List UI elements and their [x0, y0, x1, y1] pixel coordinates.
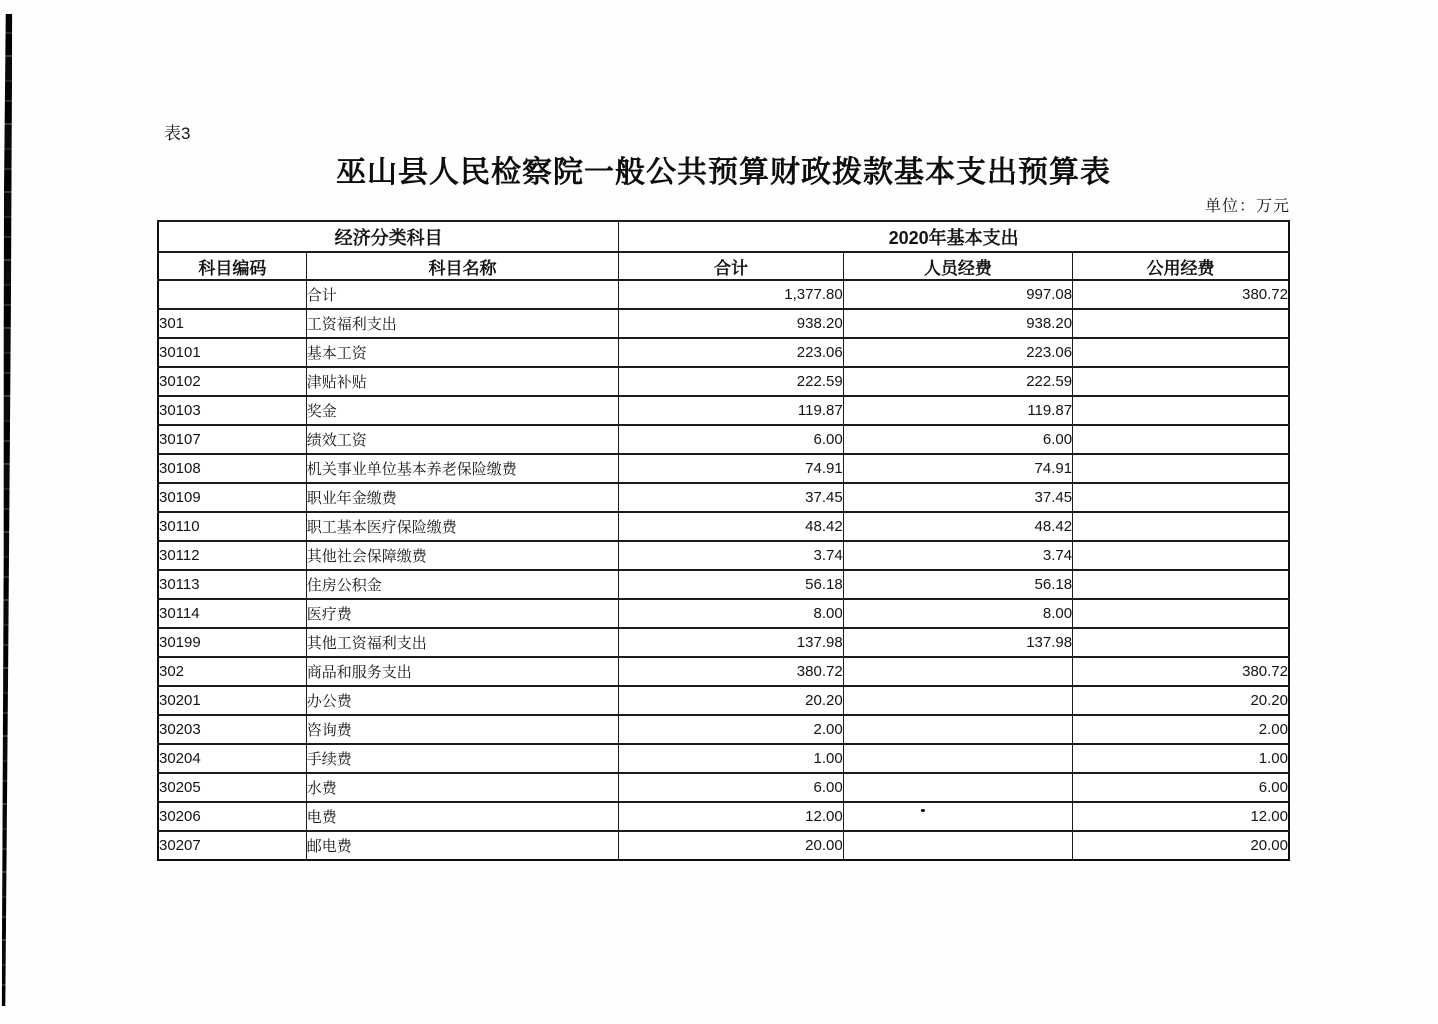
table-row [158, 599, 1289, 628]
header-subject-name: 科目名称 [306, 252, 619, 280]
cell-personnel: 6.00 [843, 425, 1072, 454]
cell-subject-code [158, 280, 306, 309]
cell-subject-code: 30203 [158, 715, 306, 744]
cell-total: 380.72 [619, 657, 843, 686]
table-row [158, 425, 1289, 454]
cell-subject-code: 30101 [158, 338, 306, 367]
cell-subject-code: 30114 [158, 599, 306, 628]
cell-total: 20.20 [619, 686, 843, 715]
cell-subject-name: 绩效工资 [306, 425, 619, 454]
cell-personnel: 56.18 [843, 570, 1072, 599]
cell-total: 938.20 [619, 309, 843, 338]
cell-personnel: 137.98 [843, 628, 1072, 657]
scan-edge-artifact [2, 14, 13, 1006]
cell-subject-name: 津贴补贴 [306, 367, 619, 396]
cell-subject-name: 电费 [306, 802, 619, 831]
cell-subject-code: 30201 [158, 686, 306, 715]
cell-public [1073, 396, 1289, 425]
cell-public [1073, 338, 1289, 367]
cell-subject-name: 办公费 [306, 686, 619, 715]
cell-subject-code: 30103 [158, 396, 306, 425]
cell-personnel: 938.20 [843, 309, 1072, 338]
cell-public: 6.00 [1073, 773, 1289, 802]
table-row [158, 483, 1289, 512]
cell-total: 2.00 [619, 715, 843, 744]
cell-public [1073, 309, 1289, 338]
table-row [158, 367, 1289, 396]
table-row [158, 657, 1289, 686]
cell-personnel [843, 686, 1072, 715]
cell-subject-name: 基本工资 [306, 338, 619, 367]
cell-public [1073, 512, 1289, 541]
cell-personnel [843, 744, 1072, 773]
header-economic-classification: 经济分类科目 [158, 221, 619, 252]
cell-personnel [843, 715, 1072, 744]
table-body [158, 280, 1289, 860]
table-row [158, 309, 1289, 338]
cell-subject-name: 职业年金缴费 [306, 483, 619, 512]
cell-public: 20.00 [1073, 831, 1289, 860]
cell-personnel: 997.08 [843, 280, 1072, 309]
cell-public [1073, 628, 1289, 657]
cell-subject-code: 30113 [158, 570, 306, 599]
cell-public: 2.00 [1073, 715, 1289, 744]
table-row [158, 454, 1289, 483]
cell-subject-code: 30207 [158, 831, 306, 860]
cell-subject-code: 30206 [158, 802, 306, 831]
cell-subject-code: 30204 [158, 744, 306, 773]
header-total: 合计 [619, 252, 843, 280]
header-subject-code: 科目编码 [158, 252, 306, 280]
cell-subject-name: 住房公积金 [306, 570, 619, 599]
table-row [158, 686, 1289, 715]
cell-personnel [843, 831, 1072, 860]
table-row [158, 831, 1289, 860]
cell-total: 20.00 [619, 831, 843, 860]
cell-subject-name: 其他社会保障缴费 [306, 541, 619, 570]
table-row [158, 773, 1289, 802]
cell-personnel: 119.87 [843, 396, 1072, 425]
cell-subject-code: 301 [158, 309, 306, 338]
cell-subject-code: 30199 [158, 628, 306, 657]
cell-subject-code: 30102 [158, 367, 306, 396]
cell-subject-code: 30107 [158, 425, 306, 454]
table-row [158, 338, 1289, 367]
cell-subject-name: 手续费 [306, 744, 619, 773]
cell-public: 20.20 [1073, 686, 1289, 715]
cell-subject-name: 咨询费 [306, 715, 619, 744]
cell-personnel [843, 657, 1072, 686]
cell-personnel: 8.00 [843, 599, 1072, 628]
cell-total: 6.00 [619, 773, 843, 802]
cell-total: 137.98 [619, 628, 843, 657]
cell-public: 12.00 [1073, 802, 1289, 831]
scan-speck-artifact [921, 809, 925, 812]
cell-total: 8.00 [619, 599, 843, 628]
cell-personnel [843, 773, 1072, 802]
cell-total: 37.45 [619, 483, 843, 512]
table-row [158, 512, 1289, 541]
cell-personnel: 223.06 [843, 338, 1072, 367]
cell-personnel [843, 802, 1072, 831]
cell-total: 223.06 [619, 338, 843, 367]
header-2020-basic-expenditure: 2020年基本支出 [619, 221, 1289, 252]
cell-subject-code: 30112 [158, 541, 306, 570]
cell-personnel: 74.91 [843, 454, 1072, 483]
cell-total: 74.91 [619, 454, 843, 483]
cell-public: 380.72 [1073, 280, 1289, 309]
cell-total: 56.18 [619, 570, 843, 599]
cell-personnel: 222.59 [843, 367, 1072, 396]
cell-public [1073, 541, 1289, 570]
cell-subject-name: 工资福利支出 [306, 309, 619, 338]
cell-subject-name: 商品和服务支出 [306, 657, 619, 686]
cell-subject-name: 医疗费 [306, 599, 619, 628]
cell-subject-code: 30205 [158, 773, 306, 802]
cell-subject-name: 机关事业单位基本养老保险缴费 [306, 454, 619, 483]
cell-public [1073, 425, 1289, 454]
cell-subject-name: 其他工资福利支出 [306, 628, 619, 657]
header-public-expense: 公用经费 [1073, 252, 1289, 280]
cell-subject-name: 职工基本医疗保险缴费 [306, 512, 619, 541]
cell-public: 380.72 [1073, 657, 1289, 686]
table-header [158, 221, 1289, 280]
cell-public [1073, 454, 1289, 483]
unit-note: 单位：万元 [1204, 198, 1290, 215]
cell-total: 1.00 [619, 744, 843, 773]
table-row [158, 802, 1289, 831]
cell-public [1073, 599, 1289, 628]
cell-public [1073, 367, 1289, 396]
cell-total: 119.87 [619, 396, 843, 425]
header-columns-row [158, 252, 1289, 280]
header-group-row [158, 221, 1289, 252]
cell-subject-name: 邮电费 [306, 831, 619, 860]
cell-personnel: 48.42 [843, 512, 1072, 541]
table-row [158, 744, 1289, 773]
table-row [158, 715, 1289, 744]
cell-public [1073, 570, 1289, 599]
table-row [158, 541, 1289, 570]
cell-personnel: 37.45 [843, 483, 1072, 512]
cell-subject-name: 奖金 [306, 396, 619, 425]
form-number-label: 表3 [164, 124, 191, 143]
cell-subject-name: 水费 [306, 773, 619, 802]
cell-subject-code: 30110 [158, 512, 306, 541]
table-row [158, 570, 1289, 599]
cell-total: 1,377.80 [619, 280, 843, 309]
budget-table [157, 220, 1290, 861]
cell-subject-code: 30109 [158, 483, 306, 512]
cell-personnel: 3.74 [843, 541, 1072, 570]
table-row [158, 280, 1289, 309]
cell-subject-code: 302 [158, 657, 306, 686]
cell-public: 1.00 [1073, 744, 1289, 773]
header-personnel-expense: 人员经费 [843, 252, 1072, 280]
cell-total: 222.59 [619, 367, 843, 396]
cell-total: 12.00 [619, 802, 843, 831]
table-row [158, 396, 1289, 425]
page-title: 巫山县人民检察院一般公共预算财政拨款基本支出预算表 [336, 156, 1111, 189]
table-row [158, 628, 1289, 657]
cell-subject-code: 30108 [158, 454, 306, 483]
cell-total: 3.74 [619, 541, 843, 570]
cell-total: 6.00 [619, 425, 843, 454]
cell-total: 48.42 [619, 512, 843, 541]
cell-public [1073, 483, 1289, 512]
cell-subject-name: 合计 [306, 280, 619, 309]
